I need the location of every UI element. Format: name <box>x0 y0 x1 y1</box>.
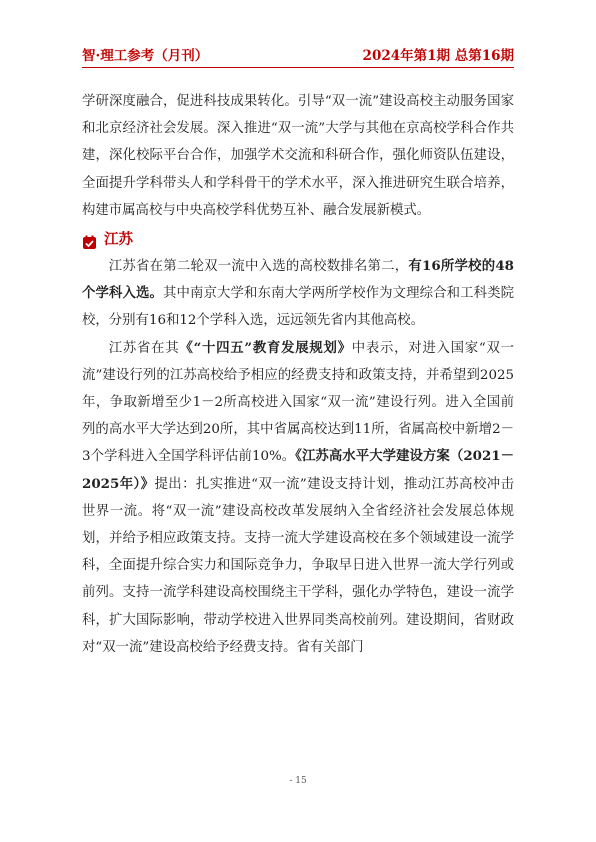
issue-info: 2024年第1期 总第16期 <box>362 48 514 64</box>
paragraph-1-highlight: 有16所学校的48个学科入选。 <box>82 258 514 302</box>
plan-title: 《“十四五”教育发展规划》 <box>179 339 352 356</box>
paragraph-2-text-c: 提出：扎实推进“双一流”建设支持计划，推动江苏高校冲击世界一流。将“双一流”建设高校改革发展纳入全省经济社会发展总体规划，并给予相应政策支持。支持一流大学建设高校在多个领域建设一流学科，全面提升综合实力和国际竞争力，争取早日进入世界一流大学行列或前列。支持一流学科建设高校围绕主干学科，强化办学特色，建设一流学科，扩大国际影响，带动学校进入世界同类高校前列。建设期间，省财政对“双一流”建设高校给予经费支持。省有关部门 <box>82 476 514 655</box>
paragraph-1-text-a: 江苏省在第二轮双一流中入选的高校数排名第二， <box>108 259 409 275</box>
checkbox-icon <box>82 232 97 247</box>
intro-paragraph: 学研深度融合，促进科技成果转化。引导“双一流”建设高校主动服务国家和北京经济社会发展。深入推进“双一流”大学与其他在京高校学科合作共建，深化校际平台合作，加强学术交流和科研合作，强化师资队伍建设，全面提升学科带头人和学科骨干的学术水平，深入推进研究生联合培养，构建市属高校与中央高校学科优势互补、融合发展新模式。 <box>82 94 514 218</box>
page-header <box>82 38 514 68</box>
section-title: 江苏 <box>104 230 133 248</box>
paragraph-2 <box>82 335 514 661</box>
scheme-title: 《江苏高水平大学建设方案（2021－2025年）》 <box>82 448 514 492</box>
paragraph-1-text-b: 其中南京大学和东南大学两所学校作为文理综合和工科类院校，分别有16和12个学科入选，远远领先省内其他高校。 <box>82 286 515 329</box>
paragraph-2-text-a: 江苏省在其 <box>108 340 180 356</box>
article-body <box>82 88 514 661</box>
journal-title: 智·理工参考（月刊） <box>82 48 209 64</box>
section-heading <box>82 226 514 253</box>
paragraph-1 <box>82 253 514 335</box>
paragraph-2-text-b: 中表示，对进入国家“双一流”建设行列的江苏高校给予相应的经费支持和政策支持，并希望到2025年，争取新增至少1－2所高校进入国家“双一流”建设行列。进入全国前列的高水平大学达到20所，其中省属高校达到11所，省属高校中新增2－3个学科进入全国学科评估前10%。 <box>82 340 515 465</box>
page-number: - 15 <box>289 776 307 786</box>
